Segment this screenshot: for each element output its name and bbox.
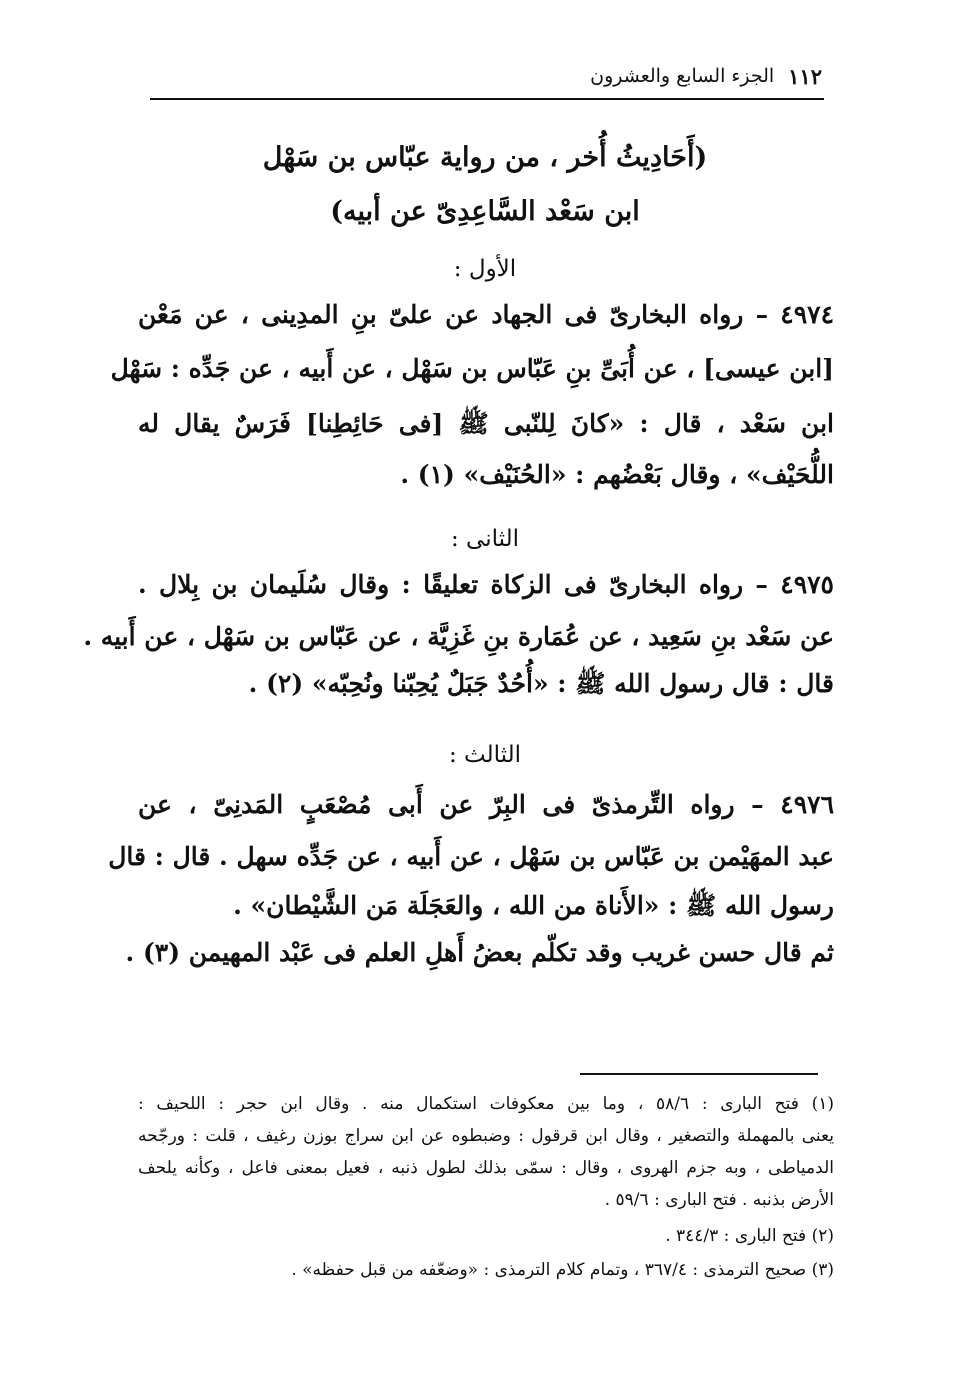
hadith-4976-line-2: عبد المهَيْمن بن عَبّاس بن سَهْل ، عن أَبيه ، عن جَدِّه سهل . قال : قال [108,842,834,871]
hadith-text: – رواه البخارىّ فى الزكاة تعليقًا : وقال سُلَيمان بن بِلال . [138,570,768,599]
hadith-4974-line-3: ابن سَعْد ، قال : «كانَ لِلنّبى ﷺ [فى حَائِطِنا] فَرَسٌ يقال له [138,409,834,438]
hadith-text: – رواه التِّرمذىّ فى البِرّ عن أَبى مُصْعَبٍ المَدنِىّ ، عن [138,790,764,819]
hadith-4975-line-3: قال : قال رسول الله ﷺ : «أُحُدٌ جَبَلٌ يُحِبّنا ونُحِبّه» (٢) . [248,669,834,698]
header-rule [150,98,824,100]
hadith-4974-line-1 [138,300,834,329]
footnote-1-line-2: يعنى بالمهملة والتصغير ، وقال ابن قرقول : وضبطوه عن ابن سراج بوزن رغيف ، قلت : ورجّحه [138,1126,834,1146]
footnote-2: (٢) فتح البارى : ٣٤٤/٣ . [665,1226,834,1246]
footnote-rule [580,1073,818,1075]
footnote-1-line-4: الأرض بذنبه . فتح البارى : ٥٩/٦ . [604,1190,834,1210]
hadith-4976-line-1 [138,790,834,819]
hadith-4974-line-4: اللُّحَيْف» ، وقال بَعْضُهم : «الحُنَيْف» (١) . [400,460,834,489]
subheading-first: الأول : [453,256,517,282]
hadith-4975-line-2: عن سَعْد بنِ سَعِيد ، عن عُمَارة بنِ غَزِيَّة ، عن عَبّاس بن سَهْل ، عن أَبيه . [83,622,834,651]
page-number: ١١٢ [788,63,822,89]
running-head [150,58,822,94]
subheading-third: الثالث : [449,742,521,768]
part-title: الجزء السابع والعشرون [590,65,775,87]
hadith-number: ٤٩٧٦ [780,790,834,819]
hadith-number: ٤٩٧٤ [780,300,834,329]
hadith-text: – رواه البخارىّ فى الجهاد عن علىّ بنِ المدِينى ، عن مَعْن [138,300,769,329]
hadith-4976-line-3: رسول الله ﷺ : «الأَناة من الله ، والعَجَلَة مَن الشَّيْطان» . [233,891,834,920]
subheading-second: الثانى : [451,526,519,552]
hadith-number: ٤٩٧٥ [780,570,834,599]
footnote-1-line-1: (١) فتح البارى : ٥٨/٦ ، وما بين معكوفات استكمال منه . وقال ابن حجر : اللحيف : [138,1094,834,1114]
hadith-4974-line-2: [ابن عيسى] ، عن أُبَىِّ بنِ عَبّاس بن سَهْل ، عن أَبيه ، عن جَدِّه : سَهْل [110,354,834,383]
hadith-4975-line-1 [138,570,834,599]
section-heading-line-1: (أَحَادِيثُ أُخر ، من رواية عبّاس بن سَهْل [262,142,708,173]
section-heading-line-2: ابن سَعْد السَّاعِدِىّ عن أبيه) [330,196,640,227]
hadith-4976-line-4: ثم قال حسن غريب وقد تكلّم بعضُ أَهلِ العلم فى عَبْد المهيمن (٣) . [125,938,834,967]
footnote-1-line-3: الدمياطى ، وبه جزم الهروى ، وقال : سمّى بذلك لطول ذنبه ، فعيل بمعنى فاعل ، وكأنه يلحف [138,1158,834,1178]
footnote-3: (٣) صحيح الترمذى : ٣٦٧/٤ ، وتمام كلام الترمذى : «وضعّفه من قبل حفظه» . [291,1260,834,1280]
